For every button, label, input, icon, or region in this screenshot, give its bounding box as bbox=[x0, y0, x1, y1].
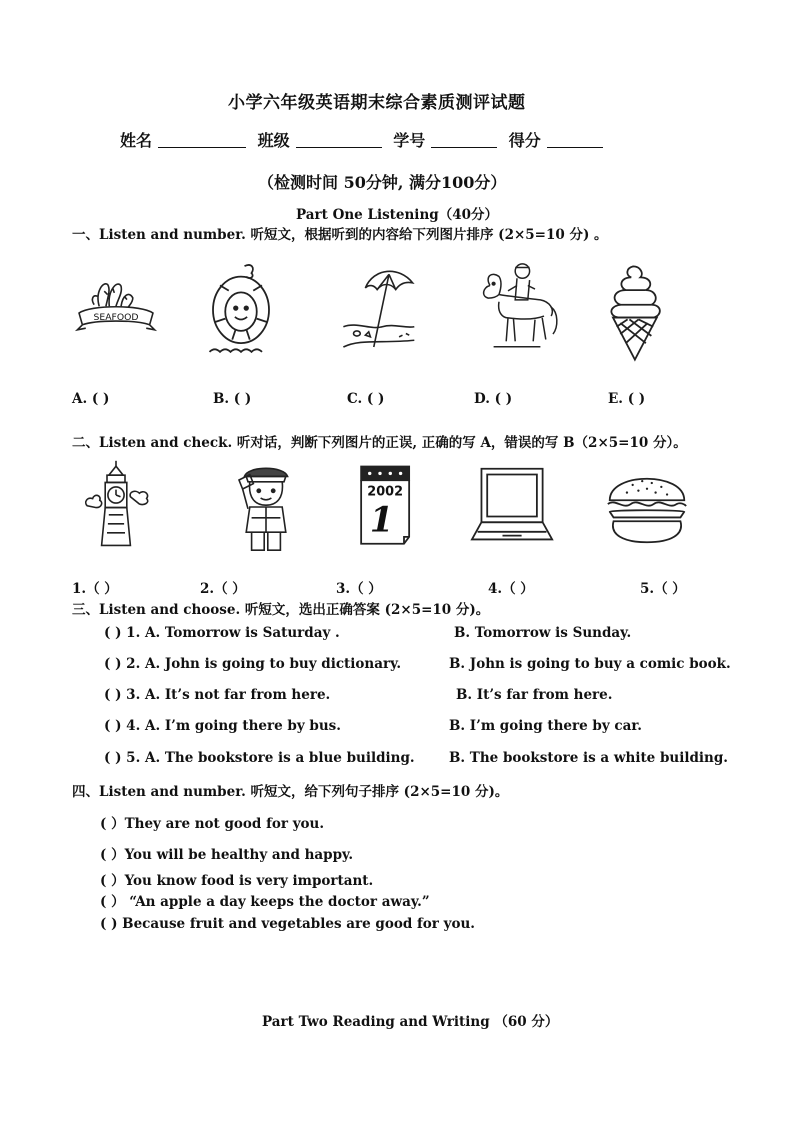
seafood-icon bbox=[74, 272, 158, 344]
beach-umbrella-icon bbox=[340, 254, 416, 364]
ice-cream-icon bbox=[602, 262, 666, 364]
student-info-line bbox=[120, 128, 609, 151]
answer-3[interactable]: 3.（ ） bbox=[336, 581, 382, 597]
answer-E[interactable]: E. ( ) bbox=[608, 391, 646, 407]
answer-D[interactable]: D. ( ) bbox=[474, 391, 513, 407]
exam-note: （检测时间 50分钟, 满分100分） bbox=[258, 173, 507, 192]
question-1-b: B. Tomorrow is Sunday. bbox=[454, 625, 632, 641]
question-2-b: B. John is going to buy a comic book. bbox=[449, 656, 731, 672]
part-one-heading: Part One Listening（40分） bbox=[296, 207, 498, 223]
question-5-a[interactable]: ( ) 5. A. The bookstore is a blue building. bbox=[104, 750, 415, 766]
seafood-caption: SEAFOOD bbox=[93, 311, 139, 323]
class-blank[interactable] bbox=[296, 132, 382, 148]
laptop-icon bbox=[470, 462, 556, 550]
answer-A[interactable]: A. ( ) bbox=[72, 391, 110, 407]
score-blank[interactable] bbox=[547, 132, 603, 148]
name-label: 姓名 bbox=[120, 131, 153, 150]
sentence-4[interactable]: ( ） “An apple a day keeps the doctor away.” bbox=[100, 894, 430, 910]
number-blank[interactable] bbox=[431, 132, 497, 148]
question-4-b: B. I’m going there by car. bbox=[449, 718, 642, 734]
answer-C[interactable]: C. ( ) bbox=[347, 391, 385, 407]
number-label: 学号 bbox=[393, 131, 426, 150]
name-blank[interactable] bbox=[158, 132, 246, 148]
answer-4[interactable]: 4.（ ） bbox=[488, 581, 534, 597]
answer-1[interactable]: 1.（ ） bbox=[72, 581, 118, 597]
question-1-a[interactable]: ( ) 1. A. Tomorrow is Saturday . bbox=[104, 625, 340, 641]
answer-5[interactable]: 5.（ ） bbox=[640, 581, 686, 597]
police-officer-icon bbox=[230, 458, 302, 556]
page-title: 小学六年级英语期末综合素质测评试题 bbox=[228, 93, 526, 113]
hamburger-icon bbox=[604, 462, 690, 548]
class-label: 班级 bbox=[257, 131, 290, 150]
calendar-day: 1 bbox=[369, 500, 394, 541]
clock-tower-icon bbox=[80, 458, 152, 550]
sentence-2[interactable]: ( ）You will be healthy and happy. bbox=[100, 847, 354, 863]
section-4-heading: 四、Listen and number. 听短文，给下列句子排序 (2×5=10 分)。 bbox=[72, 784, 509, 800]
section-1-heading: 一、Listen and number. 听短文，根据听到的内容给下列图片排序 (2×5=10 分) 。 bbox=[72, 227, 608, 243]
question-3-a[interactable]: ( ) 3. A. It’s not far from here. bbox=[104, 687, 331, 703]
section-2-heading: 二、Listen and check. 听对话，判断下列图片的正误, 正确的写 A，错误的写 B（2×5=10 分）。 bbox=[72, 435, 687, 451]
sentence-1[interactable]: ( ）They are not good for you. bbox=[100, 816, 325, 832]
question-5-b: B. The bookstore is a white building. bbox=[449, 750, 729, 766]
question-2-a[interactable]: ( ) 2. A. John is going to buy dictionary. bbox=[104, 656, 402, 672]
calendar-year: 2002 bbox=[367, 484, 404, 500]
sentence-5[interactable]: ( ) Because fruit and vegetables are good for you. bbox=[100, 916, 475, 932]
answer-2[interactable]: 2.（ ） bbox=[200, 581, 246, 597]
calendar-icon bbox=[356, 460, 416, 552]
sentence-3[interactable]: ( ）You know food is very important. bbox=[100, 873, 374, 889]
question-3-b: B. It’s far from here. bbox=[456, 687, 613, 703]
answer-B[interactable]: B. ( ) bbox=[213, 391, 252, 407]
question-4-a[interactable]: ( ) 4. A. I’m going there by bus. bbox=[104, 718, 341, 734]
section-3-heading: 三、Listen and choose. 听短文，选出正确答案 (2×5=10 分)。 bbox=[72, 602, 490, 618]
part-two-heading: Part Two Reading and Writing （60 分） bbox=[262, 1014, 559, 1030]
swim-ring-icon bbox=[206, 254, 276, 364]
score-label: 得分 bbox=[508, 131, 541, 150]
boy-riding-horse-icon bbox=[472, 254, 562, 362]
